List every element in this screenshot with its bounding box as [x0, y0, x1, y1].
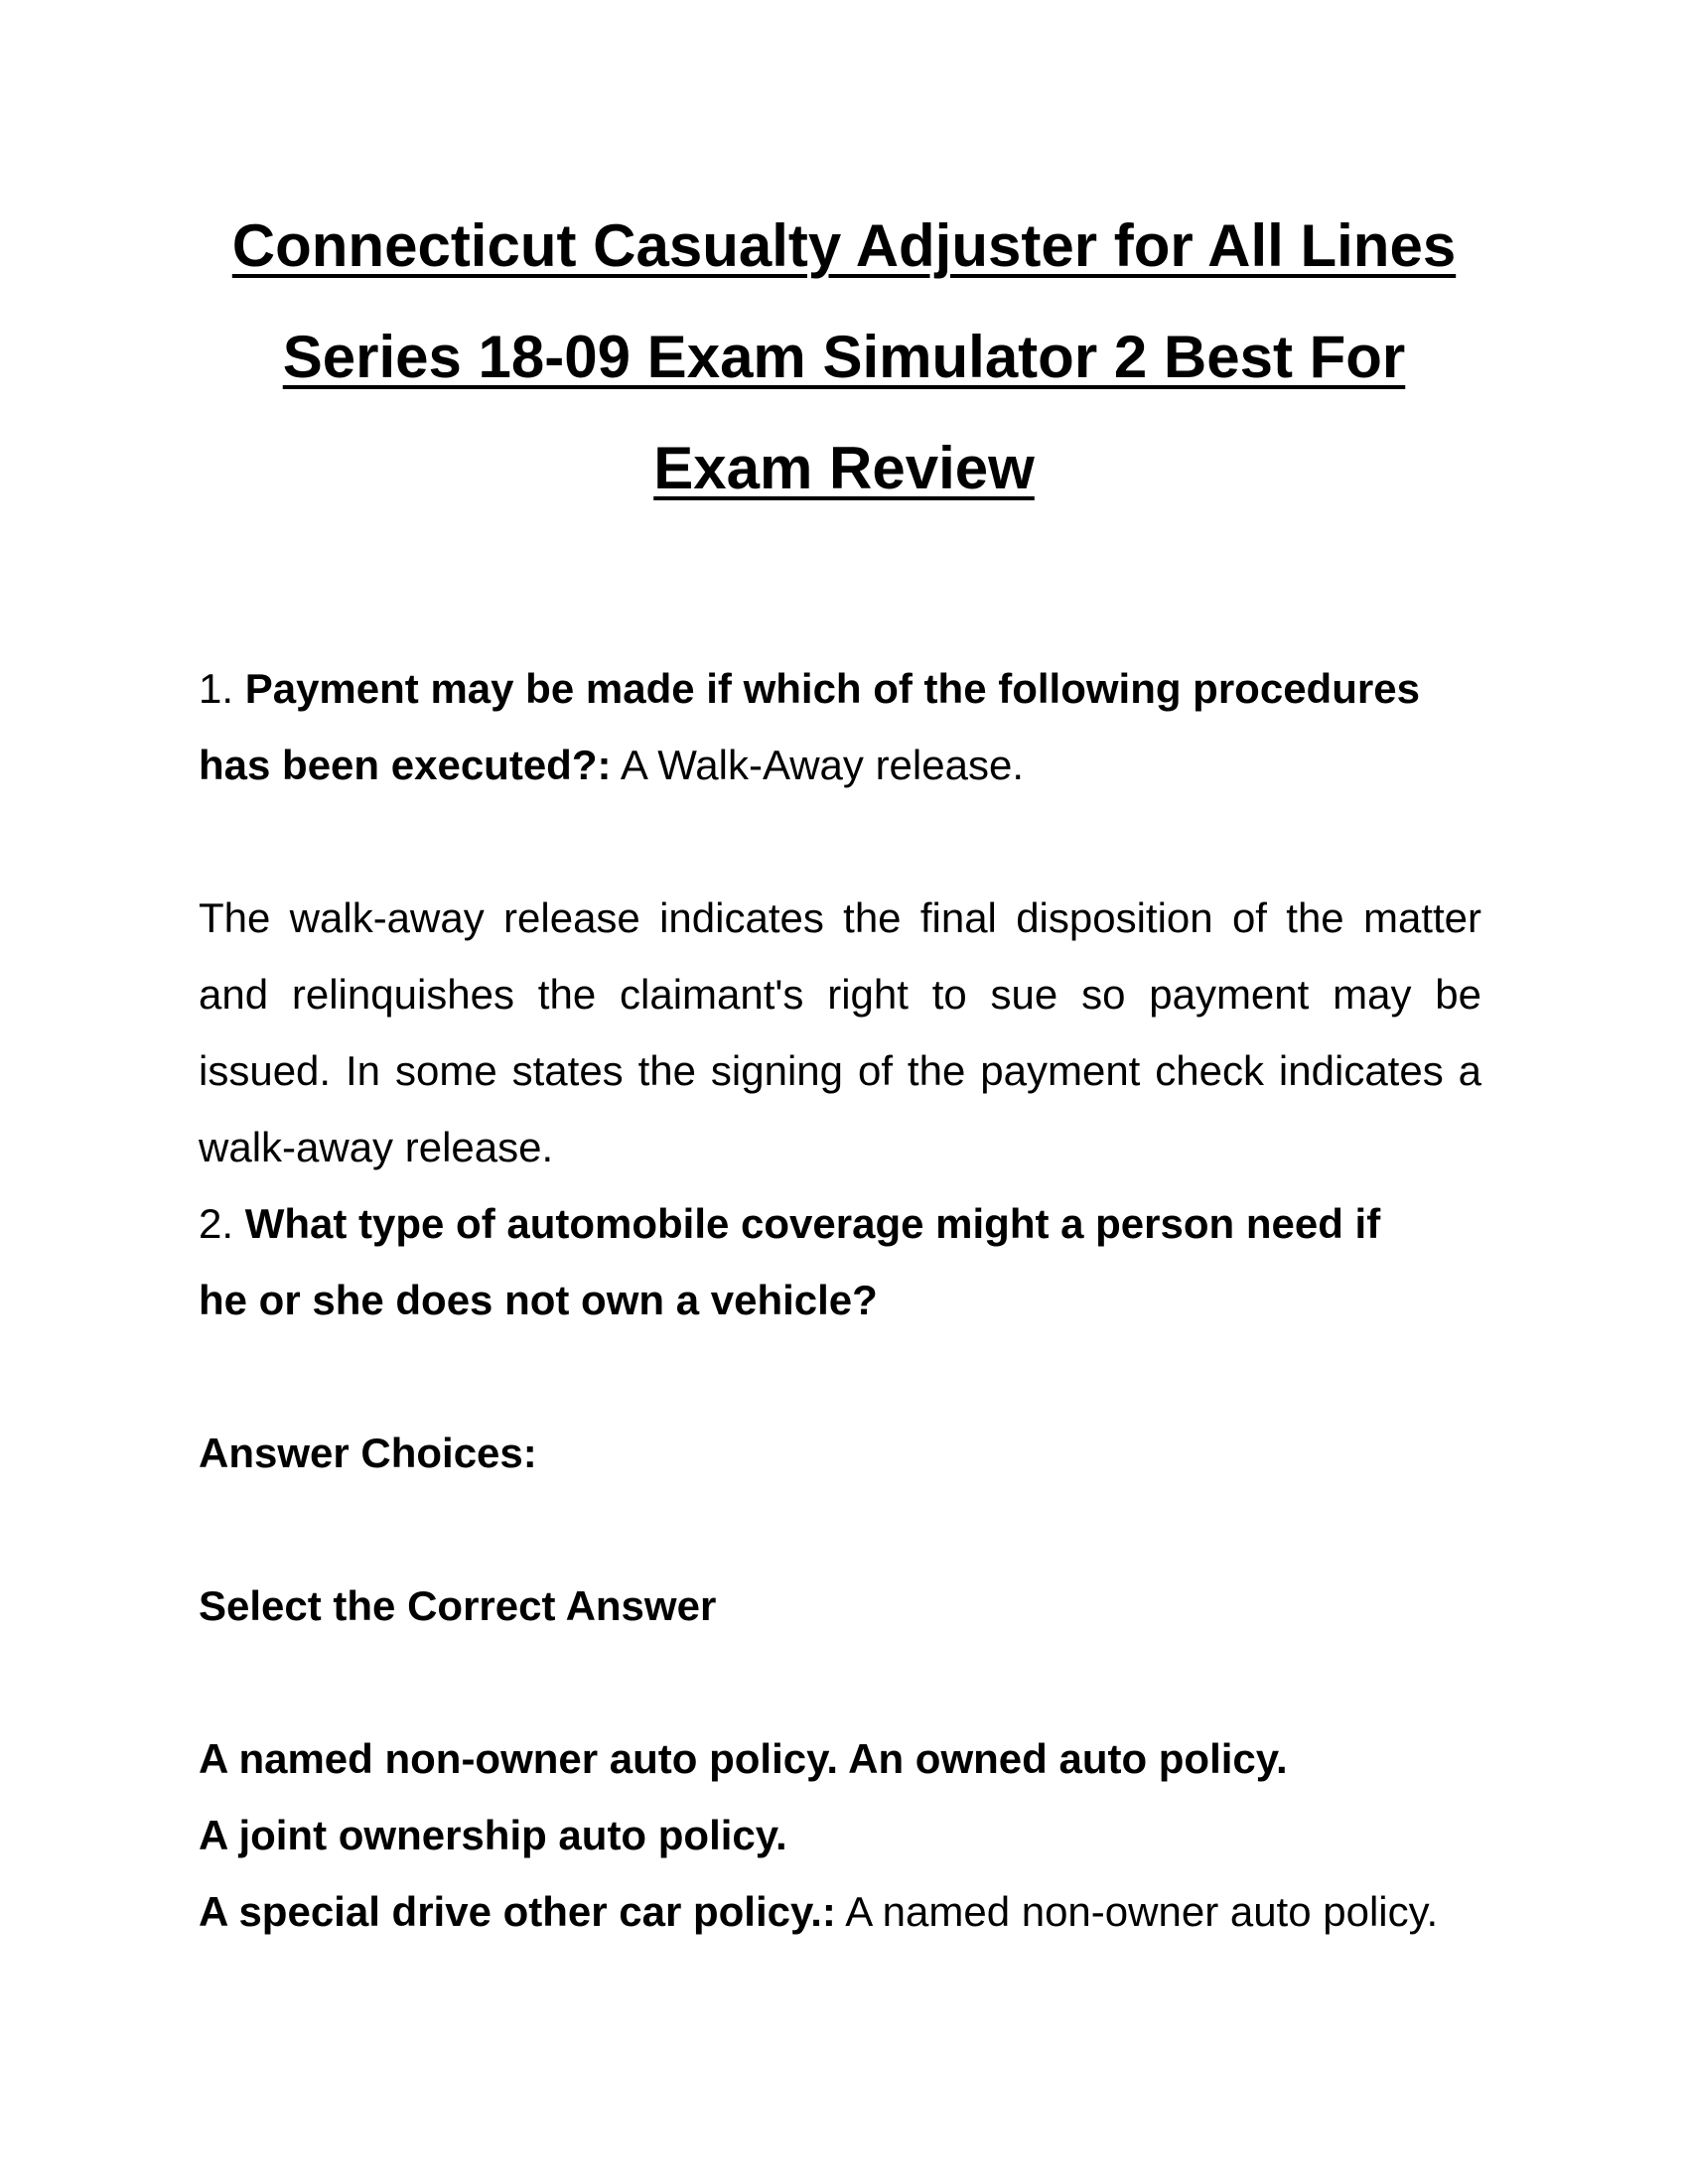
q1-question-text-1: Payment may be made if which of the following procedures [244, 665, 1420, 712]
spacer [199, 1644, 1481, 1720]
q1-number: 1. [199, 665, 234, 712]
spacer [199, 1338, 1481, 1415]
q2-question-line-1 [199, 1185, 1481, 1262]
q2-answer-choices-label: Answer Choices: [199, 1430, 537, 1476]
q2-select-label: Select the Correct Answer [199, 1582, 717, 1629]
spacer [199, 1491, 1481, 1568]
q1-question-line-1 [199, 650, 1481, 727]
title-line-1: Connecticut Casualty Adjuster for All Lines [231, 212, 1457, 279]
q1-question-line-2 [199, 727, 1481, 803]
title-line-3: Exam Review [653, 435, 1035, 501]
q2-choices-text-3: A special drive other car policy.: [199, 1888, 836, 1935]
q2-choices-line-1: A named non-owner auto policy. An owned auto policy. [199, 1735, 1288, 1782]
q2-choices-line-3 [199, 1873, 1481, 1950]
q2-choices-line-2: A joint ownership auto policy. [199, 1812, 787, 1858]
q2-question-line-2: he or she does not own a vehicle? [199, 1277, 878, 1323]
q2-answer: A named non-owner auto policy. [845, 1888, 1439, 1935]
q1-explanation: The walk-away release indicates the final disposition of the matter and relinquishes the claimant's right to sue so payment may be issued. In some states the signing of the payment check indicates a walk-away release. [199, 894, 1481, 1170]
q1-question-text-2: has been executed?: [199, 742, 612, 788]
document-body [199, 650, 1481, 1950]
spacer [199, 803, 1481, 880]
q2-question-text-1: What type of automobile coverage might a person need if [244, 1200, 1381, 1247]
title-line-2: Series 18-09 Exam Simulator 2 Best For [282, 324, 1406, 390]
q2-number: 2. [199, 1200, 234, 1247]
document-title [149, 191, 1539, 524]
q1-answer: A Walk-Away release. [620, 742, 1024, 788]
